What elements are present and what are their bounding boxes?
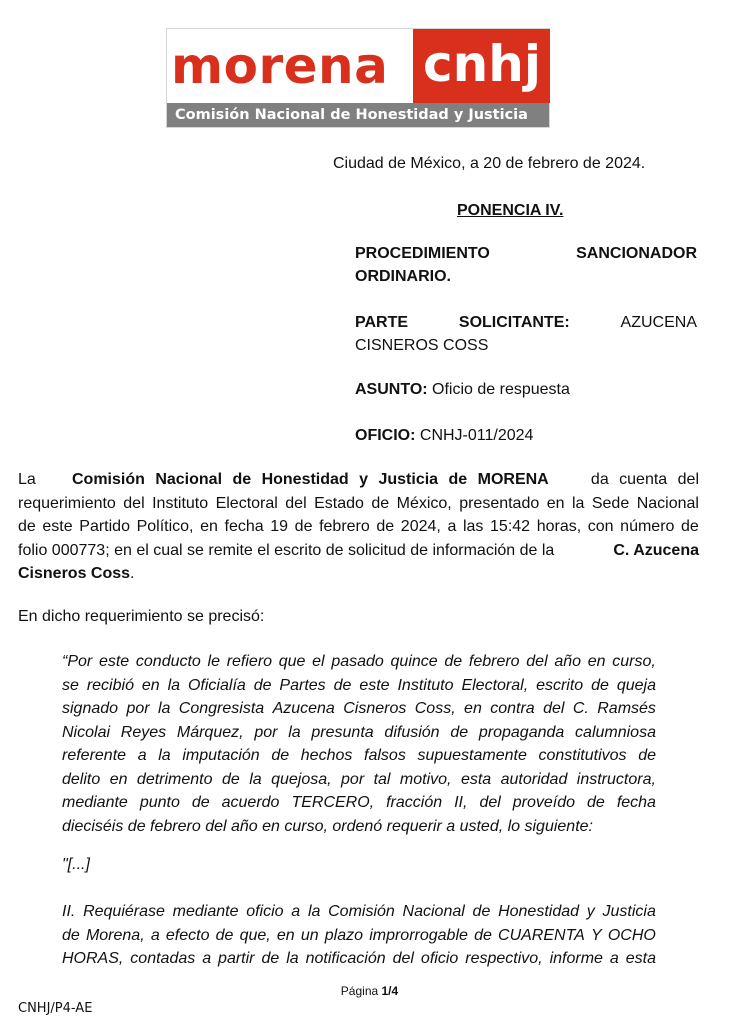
word: la — [167, 676, 181, 694]
word: del — [526, 653, 548, 670]
word: presunta — [311, 723, 374, 741]
intro-line — [18, 562, 699, 586]
word: oficio — [246, 903, 284, 920]
word: del — [285, 494, 307, 512]
oficio-line — [355, 424, 533, 447]
word: en — [141, 676, 160, 694]
commission-name: Comisión Nacional de Honestidad y Justicia de MORENA — [71, 471, 549, 488]
quote-line — [62, 650, 656, 674]
intro-line — [18, 468, 699, 492]
word: del — [543, 700, 565, 717]
word: a — [291, 903, 301, 920]
word: oficio — [420, 950, 459, 967]
word: en — [546, 494, 565, 512]
word: a — [137, 747, 147, 764]
word: conducto — [135, 653, 201, 670]
word: requerimiento — [18, 494, 116, 512]
word: en — [276, 926, 295, 944]
word: quejosa, — [271, 770, 332, 788]
word: 2024, — [400, 518, 441, 535]
word: quince — [390, 653, 438, 670]
word: refiero — [226, 653, 273, 670]
word: a — [447, 518, 457, 535]
word: improrrogable — [369, 926, 468, 944]
word: este — [98, 653, 130, 670]
parte-value-1: AZUCENA — [620, 314, 697, 331]
word: del — [392, 950, 414, 967]
word: el — [312, 653, 325, 670]
intro-line — [18, 539, 699, 563]
word: con — [587, 518, 614, 535]
word: de — [18, 518, 36, 535]
word: supuestamente — [417, 747, 527, 764]
word: la — [158, 747, 171, 764]
page-indicator — [0, 984, 739, 998]
word: queja — [616, 676, 656, 694]
word: esta — [460, 770, 492, 788]
word: de — [253, 676, 272, 694]
word: este — [359, 676, 390, 694]
word: Ramsés — [597, 700, 656, 717]
word: que — [278, 653, 306, 670]
word: falsos — [364, 747, 406, 764]
word: “Por — [62, 653, 93, 670]
word: escrito — [536, 676, 584, 694]
word: tal — [373, 770, 391, 788]
word: le — [207, 653, 220, 670]
word: por — [126, 700, 150, 717]
word: en — [109, 770, 128, 788]
word: del — [123, 494, 145, 512]
word: II. — [62, 903, 76, 920]
parte-value-2: CISNEROS COSS — [355, 337, 489, 354]
word: de — [221, 770, 240, 788]
word: de — [472, 903, 491, 920]
word: pasado — [331, 653, 384, 670]
word: la — [157, 700, 171, 717]
page-label: Página — [340, 984, 382, 998]
word: la — [286, 950, 299, 967]
word: la — [571, 494, 585, 512]
word: Sede — [591, 494, 630, 512]
requirement-block — [62, 900, 656, 971]
word: imputación — [182, 747, 260, 764]
word: en — [200, 518, 218, 535]
word: de — [271, 747, 290, 764]
word: Instituto — [397, 676, 454, 694]
word: de — [371, 494, 390, 512]
word: CUARENTA — [498, 926, 585, 944]
word: de — [261, 950, 280, 967]
word: Estado — [314, 494, 364, 512]
word: Morena, — [85, 926, 145, 944]
word: detrimento — [136, 770, 213, 788]
word: de — [333, 676, 352, 694]
word: esta — [625, 950, 656, 967]
word: partir — [218, 950, 255, 967]
ponencia-heading: PONENCIA IV. — [457, 202, 564, 219]
word: este — [42, 518, 73, 535]
word: Comisión — [328, 903, 395, 920]
word: Y — [591, 926, 602, 944]
intro-text: La — [18, 471, 41, 488]
word: Coss, — [414, 700, 456, 717]
word: la — [288, 723, 301, 741]
ellipsis-marker: "[...] — [62, 856, 90, 873]
word: un — [300, 926, 319, 944]
page-number: 1/4 — [381, 984, 399, 998]
word: en — [587, 653, 606, 670]
word: 15:42 — [490, 518, 531, 535]
word: constitutivos — [538, 747, 627, 764]
word: Nacional — [402, 903, 465, 920]
word: de — [681, 518, 699, 535]
word: a — [609, 950, 619, 967]
word: motivo, — [399, 770, 452, 788]
word: número — [620, 518, 675, 535]
word: OCHO — [607, 926, 656, 944]
word: respectivo, — [465, 950, 543, 967]
word: II, — [454, 794, 468, 811]
lead-text: En dicho requerimiento se precisó: — [18, 608, 265, 625]
petitioner-name: C. Azucena — [613, 541, 699, 559]
intro-text: . — [130, 565, 135, 582]
word: informe — [549, 950, 603, 967]
word: Partido — [79, 518, 130, 535]
word: de — [62, 926, 80, 944]
cnhj-logo — [166, 28, 550, 128]
word: autoridad — [500, 770, 568, 788]
intro-text: folio 000773; en el cual se remite el escrito de solicitud de información de la — [18, 541, 559, 559]
procedimiento-word-2: SANCIONADOR — [576, 245, 697, 262]
word: del — [479, 794, 501, 811]
word: Partes — [279, 676, 326, 694]
word: fracción — [386, 794, 443, 811]
intro-line — [18, 492, 699, 516]
word: de — [376, 518, 395, 535]
word: delito — [62, 770, 101, 788]
word: Nicolai — [62, 723, 111, 741]
word: de — [587, 794, 605, 811]
word: horas, — [536, 518, 582, 535]
word: y — [586, 903, 595, 920]
word: de — [191, 794, 210, 811]
word: plazo — [324, 926, 364, 944]
word: referente — [62, 747, 127, 764]
word: Requiérase — [83, 903, 165, 920]
word: Justicia — [602, 903, 656, 920]
word: que, — [239, 926, 271, 944]
word: mediante — [62, 794, 128, 811]
intro-text: da cuenta del — [580, 471, 699, 488]
word: 19 — [270, 518, 289, 535]
intro-line — [18, 515, 699, 539]
word: proveído — [512, 794, 576, 811]
word: se — [62, 676, 79, 694]
asunto-label: ASUNTO: — [355, 381, 428, 398]
word: C. — [572, 700, 589, 717]
word: Nacional — [636, 494, 699, 512]
word: a — [202, 950, 212, 967]
logo-acronym: cnhj — [423, 35, 541, 93]
word: de — [474, 926, 492, 944]
word: acuerdo — [221, 794, 280, 811]
word: Electoral — [215, 494, 278, 512]
word: signado — [62, 700, 119, 717]
word: fecha — [224, 518, 264, 535]
word: febrero — [468, 653, 520, 670]
word: Político, — [136, 518, 194, 535]
word: TERCERO, — [291, 794, 375, 811]
word: recibió — [86, 676, 134, 694]
word: punto — [139, 794, 180, 811]
quote-line — [62, 674, 656, 698]
oficio-value: CNHJ-011/2024 — [415, 427, 534, 444]
quote-block — [62, 650, 656, 838]
asunto-line — [355, 378, 570, 401]
word: de — [215, 926, 234, 944]
word: instructora, — [576, 770, 656, 788]
requirement-line — [62, 900, 656, 924]
logo-acronym-box — [413, 29, 550, 103]
quote-line — [62, 768, 656, 792]
word: año — [554, 653, 582, 670]
word: Instituto — [152, 494, 209, 512]
word: en — [464, 700, 482, 717]
word: calumniosa — [575, 723, 656, 741]
word: Azucena — [272, 700, 335, 717]
word: difusión — [384, 723, 440, 741]
word: las — [462, 518, 484, 535]
logo-top — [167, 29, 549, 103]
word: México, — [396, 494, 452, 512]
word: por — [341, 770, 365, 788]
place-date: Ciudad de México, a 20 de febrero de 2024. — [333, 155, 646, 172]
procedimiento-line-2: ORDINARIO. — [355, 268, 451, 285]
parte-line-1 — [355, 311, 697, 334]
word: febrero — [319, 518, 370, 535]
word: propaganda — [478, 723, 565, 741]
word: de — [591, 676, 609, 694]
word: curso, — [612, 653, 656, 670]
word: de — [638, 747, 656, 764]
parte-label-2: SOLICITANTE: — [458, 314, 570, 331]
parte-label-1: PARTE — [355, 314, 409, 331]
word: Reyes — [120, 723, 167, 741]
word: contra — [490, 700, 535, 717]
quote-line — [62, 744, 656, 768]
word: de — [294, 518, 313, 535]
word: la — [307, 903, 321, 920]
word: efecto — [165, 926, 210, 944]
quote-line — [62, 697, 656, 721]
word: Honestidad — [498, 903, 580, 920]
word: Cisneros — [343, 700, 407, 717]
word: la — [249, 770, 262, 788]
requirement-line — [62, 924, 656, 948]
word: por — [254, 723, 278, 741]
word: de — [444, 653, 463, 670]
procedimiento-line-1 — [355, 242, 697, 265]
word: hechos — [300, 747, 353, 764]
word: mediante — [172, 903, 239, 920]
quote-line — [62, 721, 656, 745]
word: Congresista — [178, 700, 265, 717]
word: presentado — [459, 494, 540, 512]
word: a — [150, 926, 160, 944]
word: HORAS, — [62, 950, 124, 967]
word: contadas — [130, 950, 196, 967]
word: de — [450, 723, 469, 741]
document-code: CNHJ/P4-AE — [18, 1001, 93, 1016]
logo-subtitle: Comisión Nacional de Honestidad y Justicia — [167, 103, 549, 127]
quote-line — [62, 791, 656, 815]
word: Márquez, — [176, 723, 244, 741]
oficio-label: OFICIO: — [355, 427, 416, 444]
word: fecha — [616, 794, 656, 811]
word: Oficialía — [187, 676, 246, 694]
requirement-line — [62, 947, 656, 971]
logo-brand: morena — [171, 37, 389, 95]
asunto-value: Oficio de respuesta — [427, 381, 570, 398]
word: notificación — [305, 950, 386, 967]
quote-line: dieciséis de febrero del año en curso, ordenó requerir a usted, lo siguiente: — [62, 817, 593, 835]
word: Electoral, — [461, 676, 529, 694]
procedimiento-word-1: PROCEDIMIENTO — [355, 245, 490, 262]
intro-paragraph — [18, 468, 699, 586]
petitioner-name: Cisneros Coss — [18, 565, 131, 582]
